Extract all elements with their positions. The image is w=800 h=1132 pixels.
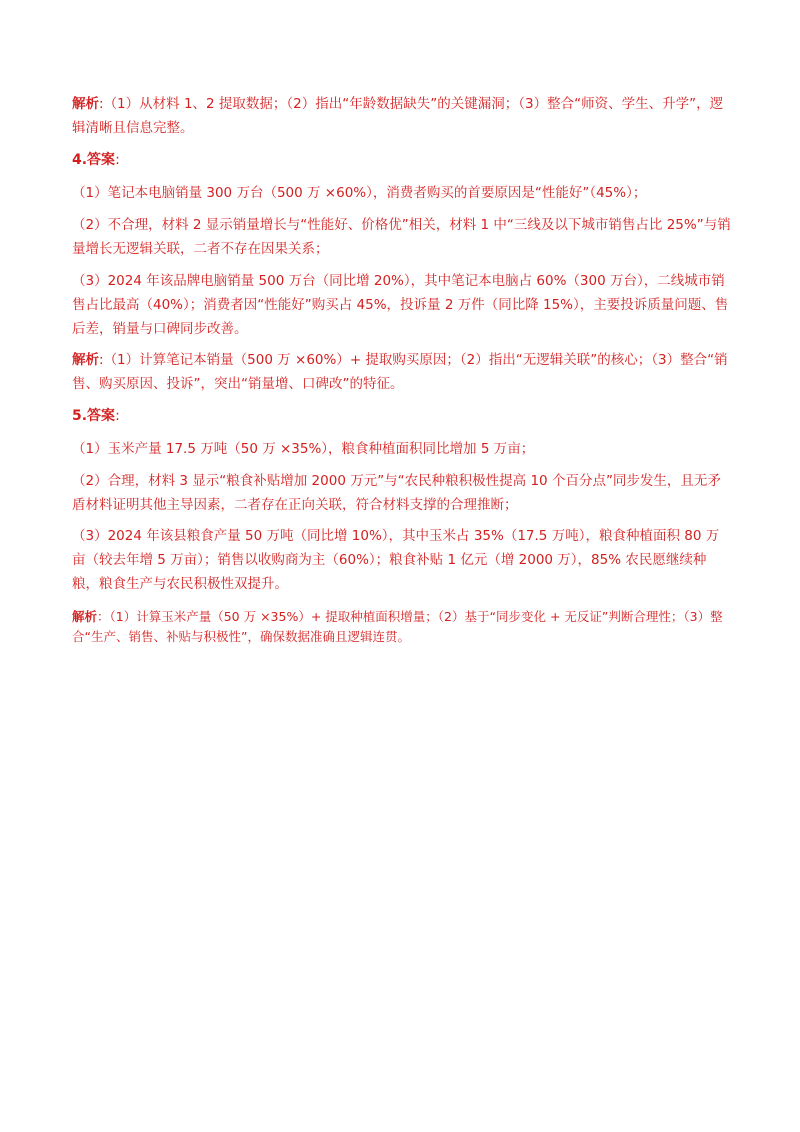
section5-heading-block (72, 404, 732, 428)
section5-answer-3 (72, 524, 732, 596)
analysis-text: （1）从材料 1、2 提取数据；（2）指出“年龄数据缺失”的关键漏洞；（3）整合“师资、学生、升学”，逻辑清晰且信息完整。 (72, 96, 724, 136)
answer-paragraph: （2）合理，材料 3 显示“粮食补贴增加 2000 万元”与“农民种粮积极性提高 10 个百分点”同步发生，且无矛盾材料证明其他主导因素，二者存在正向关联，符合材料支撑的合理推断； (72, 473, 721, 513)
analysis-label: 解析 (72, 609, 98, 624)
section5-analysis (72, 607, 732, 647)
answer-paragraph: （2）不合理，材料 2 显示销量增长与“性能好、价格优”相关，材料 1 中“三线及以下城市销售占比 25%”与销量增长无逻辑关联，二者不存在因果关系； (72, 217, 731, 257)
section4-answer-3 (72, 269, 732, 341)
analysis-paragraph: 解析:（1）计算笔记本销量（500 万 ×60%）+ 提取购买原因；（2）指出“无逻辑关联”的核心；（3）整合“销售、购买原因、投诉”，突出“销量增、口碑改”的特征。 (72, 352, 728, 392)
analysis-label: 解析 (72, 352, 99, 368)
section4-heading-block (72, 148, 732, 172)
analysis-label: 解析 (72, 96, 99, 112)
answer-paragraph: （3）2024 年该品牌电脑销量 500 万台（同比增 20%），其中笔记本电脑占 60%（300 万台），二线城市销售占比最高（40%）；消费者因“性能好”购买占 45%，投诉量 2 万件（同比降 15%），主要投诉质量问题、售后差，销量与口碑同步改善。 (72, 273, 729, 337)
analysis-paragraph: 解析：（1）计算玉米产量（50 万 ×35%）+ 提取种植面积增量；（2）基于“同步变化 + 无反证”判断合理性；（3）整合“生产、销售、补贴与积极性”，确保数据准确且逻辑连贯。 (72, 609, 723, 644)
section4-analysis (72, 348, 732, 396)
answer-paragraph: （3）2024 年该县粮食产量 50 万吨（同比增 10%），其中玉米占 35%（17.5 万吨），粮食种植面积 80 万亩（较去年增 5 万亩）；销售以收购商为主（60%）；粮食补贴 1 亿元（增 2000 万），85% 农民愿继续种粮，粮食生产与农民积极性双提升。 (72, 528, 720, 592)
analysis-paragraph: 解析:（1）从材料 1、2 提取数据；（2）指出“年龄数据缺失”的关键漏洞；（3）整合“师资、学生、升学”，逻辑清晰且信息完整。 (72, 96, 724, 136)
section5-answer-1 (72, 437, 732, 461)
analysis-text: （1）计算玉米产量（50 万 ×35%）+ 提取种植面积增量；（2）基于“同步变化 + 无反证”判断合理性；（3）整合“生产、销售、补贴与积极性”，确保数据准确且逻辑连贯。 (72, 609, 723, 644)
section-heading: 4.答案: (72, 152, 120, 168)
section5-answer-2 (72, 469, 732, 517)
section4-answer-2 (72, 213, 732, 261)
section4-answer-1 (72, 181, 732, 205)
section3-analysis (72, 92, 732, 140)
section-heading: 5.答案: (72, 408, 120, 424)
analysis-text: （1）计算笔记本销量（500 万 ×60%）+ 提取购买原因；（2）指出“无逻辑关联”的核心；（3）整合“销售、购买原因、投诉”，突出“销量增、口碑改”的特征。 (72, 352, 728, 392)
answer-paragraph: （1）玉米产量 17.5 万吨（50 万 ×35%），粮食种植面积同比增加 5 万亩； (72, 441, 535, 457)
answer-paragraph: （1）笔记本电脑销量 300 万台（500 万 ×60%），消费者购买的首要原因是“性能好”（45%）； (72, 185, 647, 201)
